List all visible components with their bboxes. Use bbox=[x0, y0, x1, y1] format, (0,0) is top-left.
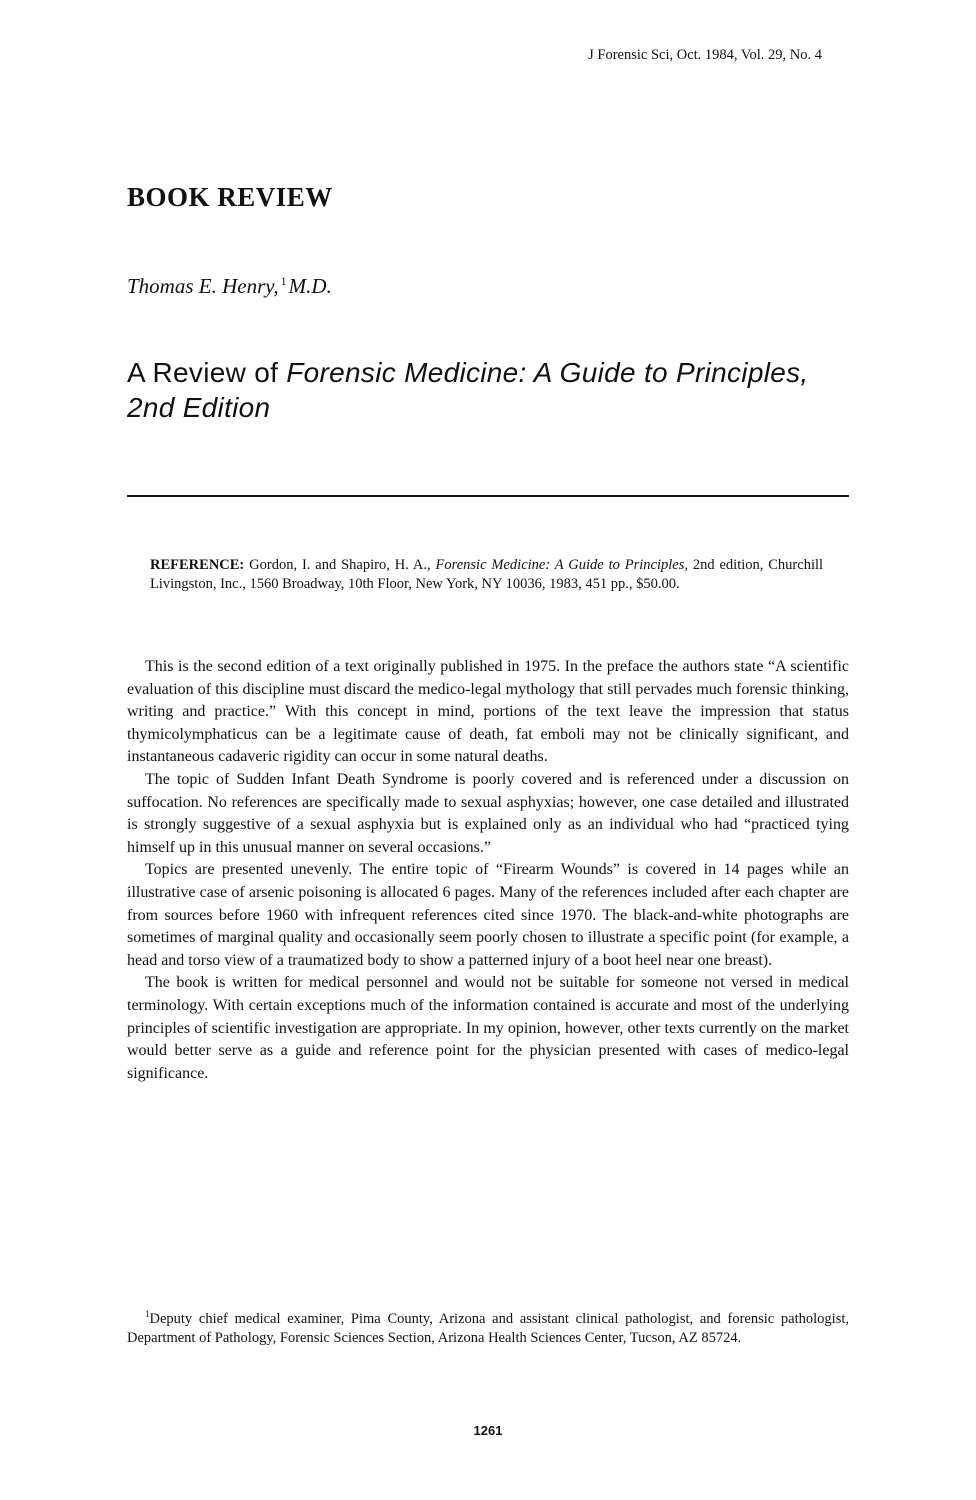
book-reference bbox=[150, 556, 823, 594]
journal-citation: J Forensic Sci, Oct. 1984, Vol. 29, No. 4 bbox=[588, 47, 822, 63]
body-paragraph: Topics are presented unevenly. The entire topic of “Firearm Wounds” is covered in 14 pages while an illustrative case of arsenic poisoning is allocated 6 pages. Many of the references included after each chapter are from sources before 1960 with infrequent references cited since 1970. The black-and-white photographs are sometimes of marginal quality and occasionally seem poorly chosen to illustrate a specific point (for example, a head and torso view of a traumatized body to show a patterned injury of a boot heel near one breast). bbox=[127, 861, 849, 969]
review-body bbox=[127, 656, 849, 1085]
page-number: 1261 bbox=[473, 1423, 503, 1438]
body-paragraph: This is the second edition of a text originally published in 1975. In the preface the authors state “A scientific evaluation of this discipline must discard the medico-legal mythology that still pervades much forensic thinking, writing and practice.” With this concept in mind, portions of the text leave the impression that status thymicolymphaticus can be a legitimate cause of death, fat emboli may not be clinically significant, and instantaneous cadaveric rigidity can occur in some natural deaths. bbox=[127, 658, 849, 766]
reference-authors: Gordon, I. and Shapiro, H. A., bbox=[249, 557, 431, 573]
author-line bbox=[127, 274, 332, 299]
author-degree: M.D. bbox=[288, 274, 332, 298]
section-title: BOOK REVIEW bbox=[127, 182, 333, 212]
reference-book-title: Forensic Medicine: A Guide to Principles, bbox=[435, 557, 688, 573]
author-footnote-mark: 1 bbox=[280, 274, 287, 288]
author-name: Thomas E. Henry, bbox=[127, 274, 279, 298]
reference-details: 2nd edition, Churchill Livingston, Inc., 1560 Broadway, 10th Floor, New York, NY 10036, 1983, 451 pp., $50.00. bbox=[150, 557, 824, 592]
title-divider bbox=[127, 495, 849, 497]
body-paragraph: The topic of Sudden Infant Death Syndrome is poorly covered and is referenced under a discussion on suffocation. No references are specifically made to sexual asphyxias; however, one case detailed and illustrated is strongly suggestive of a sexual asphyxia but is explained only as an individual who had “practiced tying himself up in this unusual manner on several occasions.” bbox=[127, 770, 849, 856]
footnote-text: Deputy chief medical examiner, Pima County, Arizona and assistant clinical pathologist, and forensic pathologist, Department of Pathology, Forensic Sciences Section, Arizona Health Sciences Center, Tucson, AZ 85724. bbox=[127, 1310, 849, 1346]
reviewed-book-title: Forensic Medicine: A Guide to Principles, 2nd Edition bbox=[127, 357, 809, 423]
reference-label: REFERENCE: bbox=[150, 557, 245, 573]
footnote-mark: 1 bbox=[145, 1309, 150, 1319]
article-title bbox=[127, 355, 847, 425]
title-prefix: A Review of bbox=[127, 357, 279, 388]
author-footnote bbox=[127, 1305, 849, 1348]
body-paragraph: The book is written for medical personnel and would not be suitable for someone not versed in medical terminology. With certain exceptions much of the information contained is accurate and most of the underlying principles of scientific investigation are appropriate. In my opinion, however, other texts currently on the market would better serve as a guide and reference point for the physician presented with cases of medico-legal significance. bbox=[127, 974, 849, 1082]
